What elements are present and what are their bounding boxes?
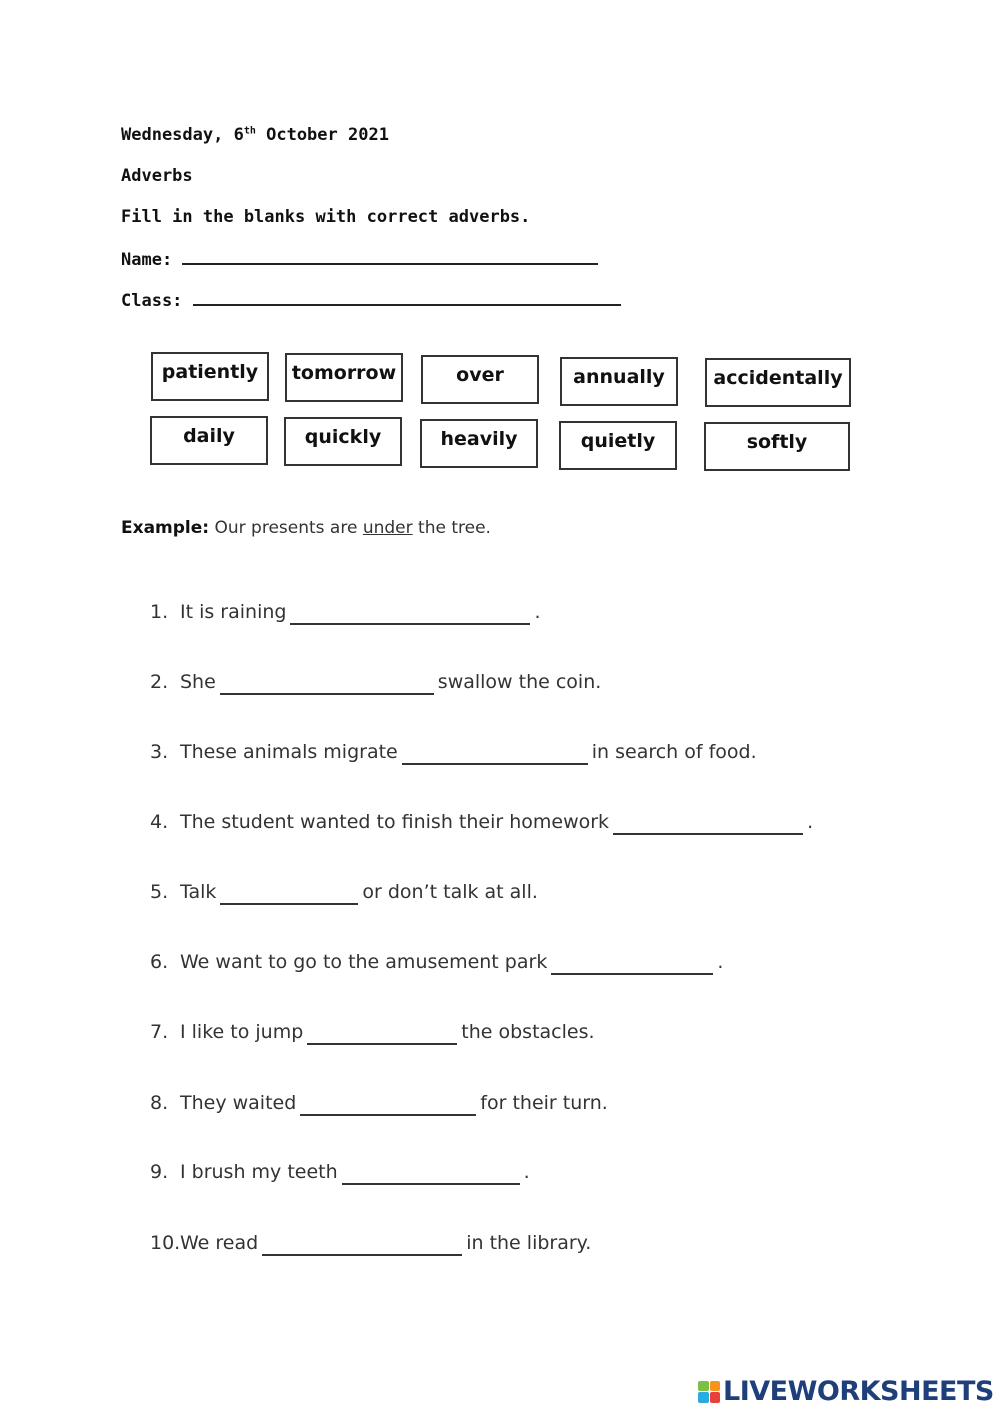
example-answer: under	[362, 518, 413, 538]
liveworksheets-logo[interactable]	[698, 1376, 994, 1407]
name-line[interactable]	[182, 249, 598, 265]
question-1: 1. It is raining .	[150, 601, 541, 623]
example: Example: Our presents are under the tree.	[121, 518, 491, 538]
word-daily[interactable]: daily	[150, 416, 268, 465]
class-row	[121, 290, 621, 311]
answer-blank-10[interactable]	[262, 1234, 462, 1256]
word-annually[interactable]: annually	[560, 357, 678, 406]
word-quietly[interactable]: quietly	[559, 421, 677, 470]
word-over[interactable]: over	[421, 355, 539, 404]
word-tomorrow[interactable]: tomorrow	[285, 353, 403, 402]
answer-blank-1[interactable]	[290, 603, 530, 625]
word-softly[interactable]: softly	[704, 422, 850, 471]
instruction: Fill in the blanks with correct adverbs.	[121, 207, 531, 227]
answer-blank-2[interactable]	[220, 673, 434, 695]
question-5: 5. Talk or don’t talk at all.	[150, 881, 538, 903]
page-title: Adverbs	[121, 166, 193, 186]
answer-blank-3[interactable]	[402, 743, 588, 765]
word-accidentally[interactable]: accidentally	[705, 358, 851, 407]
answer-blank-9[interactable]	[342, 1163, 520, 1185]
word-heavily[interactable]: heavily	[420, 419, 538, 468]
answer-blank-7[interactable]	[307, 1023, 457, 1045]
word-patiently[interactable]: patiently	[151, 352, 269, 401]
class-label: Class:	[121, 291, 183, 311]
answer-blank-6[interactable]	[551, 953, 713, 975]
class-line[interactable]	[193, 290, 621, 306]
name-label: Name:	[121, 250, 173, 270]
question-10: 10.We read in the library.	[150, 1232, 592, 1254]
answer-blank-5[interactable]	[220, 883, 358, 905]
question-3: 3. These animals migrate in search of food.	[150, 741, 757, 763]
answer-blank-8[interactable]	[300, 1094, 476, 1116]
word-quickly[interactable]: quickly	[284, 417, 402, 466]
question-7: 7. I like to jump the obstacles.	[150, 1021, 595, 1043]
question-9: 9. I brush my teeth .	[150, 1161, 530, 1183]
question-6: 6. We want to go to the amusement park .	[150, 951, 724, 973]
question-4: 4. The student wanted to finish their homework .	[150, 811, 814, 833]
question-2: 2. She swallow the coin.	[150, 671, 602, 693]
question-8: 8. They waited for their turn.	[150, 1092, 608, 1114]
name-row	[121, 249, 598, 270]
answer-blank-4[interactable]	[613, 813, 803, 835]
liveworksheets-icon	[698, 1381, 720, 1403]
brand-name: LIVEWORKSHEETS	[723, 1376, 994, 1407]
date: Wednesday, 6th October 2021	[121, 125, 389, 145]
